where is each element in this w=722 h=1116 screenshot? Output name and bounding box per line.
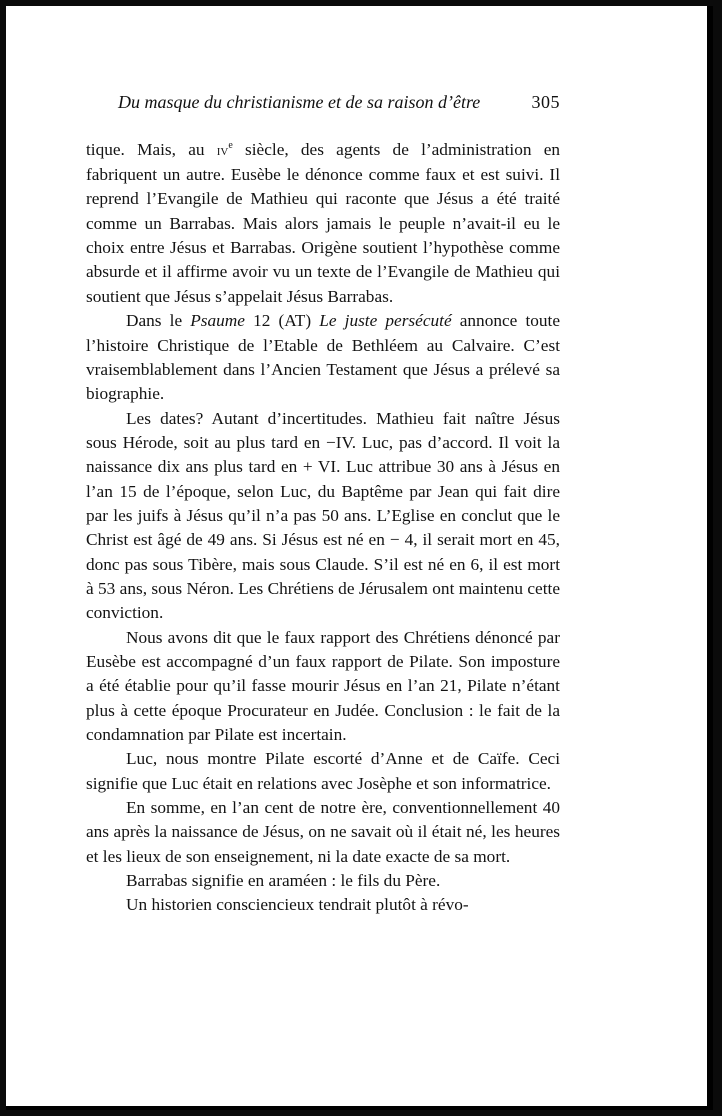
- text-segment: Barrabas signifie en araméen : le fils du Père.: [126, 871, 441, 891]
- text-segment: Dans le: [126, 311, 191, 331]
- paragraph: [86, 893, 560, 917]
- text-segment: tique. Mais, au: [86, 139, 217, 159]
- text-segment: Nous avons dit que le faux rapport des Chrétiens dénoncé par Eusèbe est accompagné d’un faux rapport de Pilate. Son imposture a été établie pour qu’il fasse mourir Jésus en l’an 21, Pilate n’étant plus à cette époque Procurateur en Judée. Conclusion : le fait de la condamnation par Pilate est incertain.: [86, 627, 560, 745]
- book-page: [6, 6, 713, 1110]
- paragraph: [86, 134, 560, 309]
- text-segment: Luc, nous montre Pilate escorté d’Anne et de Caïfe. Ceci signifie que Luc était en relations avec Josèphe et son informatrice.: [86, 749, 560, 793]
- text-segment: En somme, en l’an cent de notre ère, conventionnellement 40 ans après la naissance de Jésus, on ne savait où il était né, les heures et les lieux de son enseignement, ni la date exacte de sa mort.: [86, 798, 560, 866]
- text-segment: Un historien consciencieux tendrait plutôt à révo-: [126, 895, 469, 915]
- italic-title: Psaume: [190, 311, 245, 331]
- running-header: [118, 92, 560, 113]
- text-segment: siècle, des agents de l’administration en fabriquent un autre. Eusèbe le dénonce comme faux et est suivi. Il reprend l’Evangile de Mathieu qui raconte que Jésus a été traité comme un Barrabas. Mais alors jamais le peuple n’avait-il eu le choix entre Jésus et Barrabas. Origène soutient l’hypothèse comme absurde et il affirme avoir vu un texte de l’Evangile de Mathieu qui soutient que Jésus s’appelait Jésus Barrabas.: [86, 139, 561, 306]
- text-segment: iv: [216, 142, 229, 159]
- paragraph: [86, 747, 560, 796]
- page-number: 305: [531, 92, 560, 112]
- paragraph: [86, 869, 560, 893]
- text-segment: 12 (AT): [244, 311, 320, 331]
- italic-title: Le juste persécuté: [319, 311, 452, 331]
- body-text: [86, 134, 560, 918]
- running-title: Du masque du christianisme et de sa raison d’être: [118, 92, 481, 112]
- paragraph: [86, 407, 560, 626]
- paragraph: [86, 626, 560, 748]
- paragraph: [86, 309, 560, 406]
- paragraph: [86, 796, 560, 869]
- text-segment: Les dates? Autant d’incertitudes. Mathieu fait naître Jésus sous Hérode, soit au plus tard en −IV. Luc, pas d’accord. Il voit la naissance dix ans plus tard en + VI. Luc attribue 30 ans à Jésus en l’an 15 de l’époque, selon Luc, du Baptême par Jean qui fait dire par les juifs à Jésus qu’il n’a pas 50 ans. L’Eglise en conclut que le Christ est âgé de 49 ans. Si Jésus est né en − 4, il serait mort en 45, donc pas sous Tibère, mais sous Claude. S’il est né en 6, il est mort à 53 ans, sous Néron. Les Chrétiens de Jérusalem ont maintenu cette conviction.: [86, 408, 560, 623]
- superscript: e: [228, 140, 233, 151]
- text-segment: annonce toute l’histoire Christique de l’Etable de Bethléem au Calvaire. C’est vraisemblablement dans l’Ancien Testament que Jésus a prélevé sa biographie.: [86, 311, 560, 404]
